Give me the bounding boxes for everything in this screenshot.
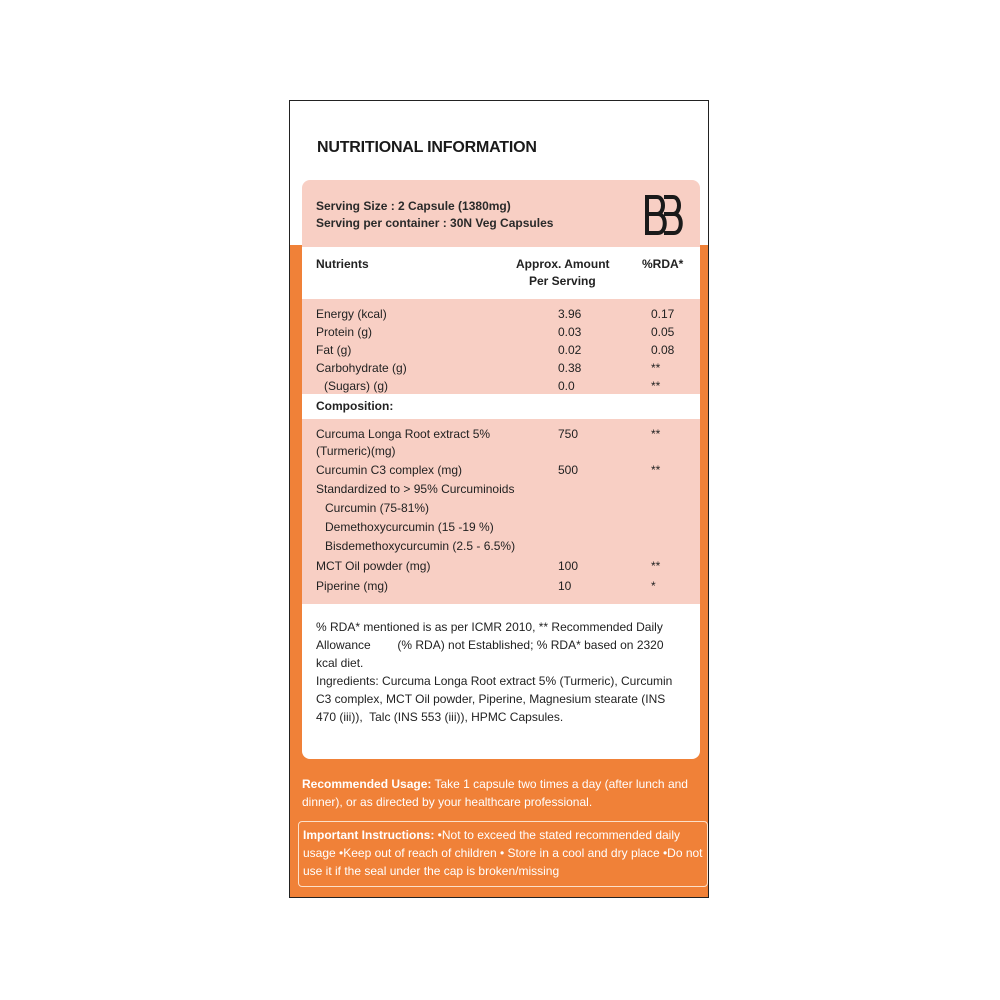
composition-name: Curcumin C3 complex (mg): [316, 463, 463, 477]
header-amount-1: Approx. Amount: [516, 257, 610, 271]
nutrient-name: Protein (g): [316, 325, 373, 339]
nutrient-table-header: [302, 247, 700, 299]
composition-table: [302, 419, 700, 604]
nutrient-amount: 0.03: [558, 325, 582, 339]
notes-section: [302, 604, 700, 759]
header-amount-2: Per Serving: [529, 274, 596, 288]
composition-amount: 100: [558, 559, 579, 573]
composition-header: [302, 394, 700, 419]
serving-per-container: Serving per container : 30N Veg Capsules: [316, 216, 554, 230]
composition-amount: 500: [558, 463, 579, 477]
composition-name: Curcumin (75-81%): [325, 501, 430, 515]
nutrient-amount: 0.02: [558, 343, 582, 357]
nutrients-table: [302, 299, 700, 394]
composition-amount: 750: [558, 427, 579, 441]
nutrition-label: [289, 100, 709, 898]
ingredients-text: Ingredients: Curcuma Longa Root extract 5% (Turmeric), Curcumin C3 complex, MCT Oil powder, Piperine, Magnesium stearate (INS 470 (iii)), Talc (INS 553 (iii)), HPMC Capsules.: [316, 674, 680, 724]
nutrient-rda: **: [651, 361, 661, 375]
composition-name: Curcuma Longa Root extract 5%: [316, 427, 491, 441]
serving-size: Serving Size : 2 Capsule (1380mg): [316, 199, 511, 213]
important-instructions: [298, 821, 708, 887]
nutrient-rda: 0.17: [651, 307, 675, 321]
composition-rda: **: [651, 427, 661, 441]
composition-amount: 10: [558, 579, 572, 593]
nutrient-name: Fat (g): [316, 343, 352, 357]
serving-info: [302, 180, 700, 247]
nutrient-rda: 0.05: [651, 325, 675, 339]
usage-label: Recommended Usage:: [302, 777, 432, 791]
composition-name: Standardized to > 95% Curcuminoids: [316, 482, 515, 496]
page-title: NUTRITIONAL INFORMATION: [317, 139, 537, 156]
composition-rda: *: [651, 579, 656, 593]
composition-rda: **: [651, 463, 661, 477]
header-rda: %RDA*: [642, 257, 684, 271]
usage-text: Take 1 capsule two times a day (after lunch and dinner), or as directed by your healthcare professional.: [302, 777, 688, 809]
nutrient-name: Carbohydrate (g): [316, 361, 407, 375]
brand-logo-icon: [644, 194, 686, 236]
composition-name: MCT Oil powder (mg): [316, 559, 431, 573]
nutrient-amount: 3.96: [558, 307, 582, 321]
nutrient-amount: 0.0: [558, 379, 575, 393]
composition-name: Bisdemethoxycurcumin (2.5 - 6.5%): [325, 539, 516, 553]
header-nutrients: Nutrients: [316, 257, 369, 271]
instructions-text: •Not to exceed the stated recommended daily usage •Keep out of reach of children • Store in a cool and dry place •Do not use it if the seal under the cap is broken/missing: [303, 828, 703, 878]
composition-name-cont: (Turmeric)(mg): [316, 444, 396, 458]
rda-note: % RDA* mentioned is as per ICMR 2010, ** Recommended Daily Allowance (% RDA) not Established; % RDA* based on 2320 kcal diet.: [316, 620, 667, 670]
nutrient-name: (Sugars) (g): [324, 379, 389, 393]
nutrient-name: Energy (kcal): [316, 307, 387, 321]
composition-name: Demethoxycurcumin (15 -19 %): [325, 520, 494, 534]
instructions-label: Important Instructions:: [303, 828, 435, 842]
composition-rda: **: [651, 559, 661, 573]
composition-name: Piperine (mg): [316, 579, 389, 593]
nutrient-rda: **: [651, 379, 661, 393]
nutrient-amount: 0.38: [558, 361, 582, 375]
nutrient-rda: 0.08: [651, 343, 675, 357]
composition-title: Composition:: [316, 399, 394, 413]
recommended-usage: [302, 775, 702, 811]
